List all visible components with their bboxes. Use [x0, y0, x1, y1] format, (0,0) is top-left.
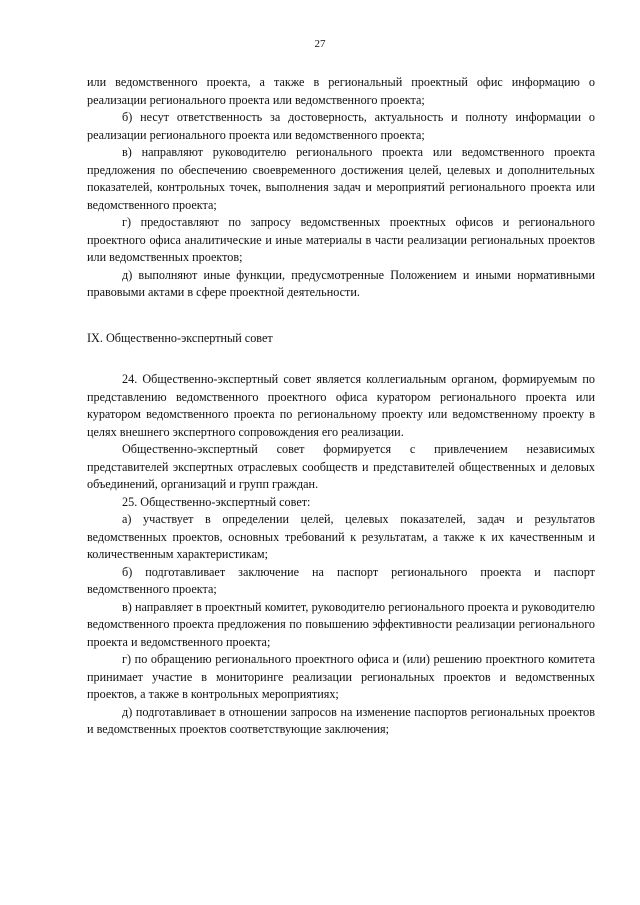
paragraph-item-v: в) направляют руководителю регионального проекта или ведомственного проекта предложения по обеспечению своевременного достижения целей, целевых и дополнительных показателей, контрольных точек, выполнения задач и мероприятий регионального проекта или ведомственного проекта; — [87, 145, 595, 212]
document-body — [87, 74, 595, 739]
paragraph-25: 25. Общественно-экспертный совет: — [122, 494, 311, 509]
paragraph-25-v: в) направляет в проектный комитет, руководителю регионального проекта и руководителю ведомственного проекта предложения по повышению эффективности реализации регионального проекта и ведомственного проекта; — [87, 599, 595, 649]
paragraph-continuation: или ведомственного проекта, а также в региональный проектный офис информацию о реализации регионального проекта или ведомственного проекта; — [87, 75, 595, 107]
paragraph-25-d: д) подготавливает в отношении запросов на изменение паспортов региональных проектов и ведомственных проектов соответствующие заключения; — [87, 704, 595, 736]
paragraph-24: 24. Общественно-экспертный совет является коллегиальным органом, формируемым по представлению ведомственного проектного офиса куратором регионального проекта или куратором ведомственного проекта по региональному проекту или ведомственному проекту в целях внешнего экспертного сопровождения его реализации. — [87, 372, 595, 439]
section-heading: IX. Общественно-экспертный совет — [87, 330, 273, 345]
paragraph-item-b: б) несут ответственность за достоверность, актуальность и полноту информации о реализации регионального проекта или ведомственного проекта; — [87, 110, 595, 142]
page-number: 27 — [314, 38, 326, 50]
paragraph-25-a: а) участвует в определении целей, целевых показателей, задач и результатов ведомственных проектов, основных требований к результатам, а также к их качественным и количественным характеристикам; — [87, 512, 595, 561]
paragraph-council-formation: Общественно-экспертный совет формируется с привлечением независимых представителей экспертных отраслевых сообществ и представителей общественных и деловых объединений, организаций и групп граждан. — [87, 442, 595, 491]
paragraph-25-g: г) по обращению регионального проектного офиса и (или) решению проектного комитета принимает участие в мониторинге реализации региональных проектов и ведомственных проектов, а также в контрольных мероприятиях; — [87, 652, 595, 701]
paragraph-item-g: г) предоставляют по запросу ведомственных проектных офисов и регионального проектного офиса аналитические и иные материалы в части реализации региональных проектов или ведомственных проектов; — [87, 215, 595, 264]
paragraph-25-b: б) подготавливает заключение на паспорт регионального проекта и паспорт ведомственного проекта; — [87, 564, 595, 596]
paragraph-item-d: д) выполняют иные функции, предусмотренные Положением и иными нормативными правовыми актами в сфере проектной деятельности. — [87, 267, 595, 299]
